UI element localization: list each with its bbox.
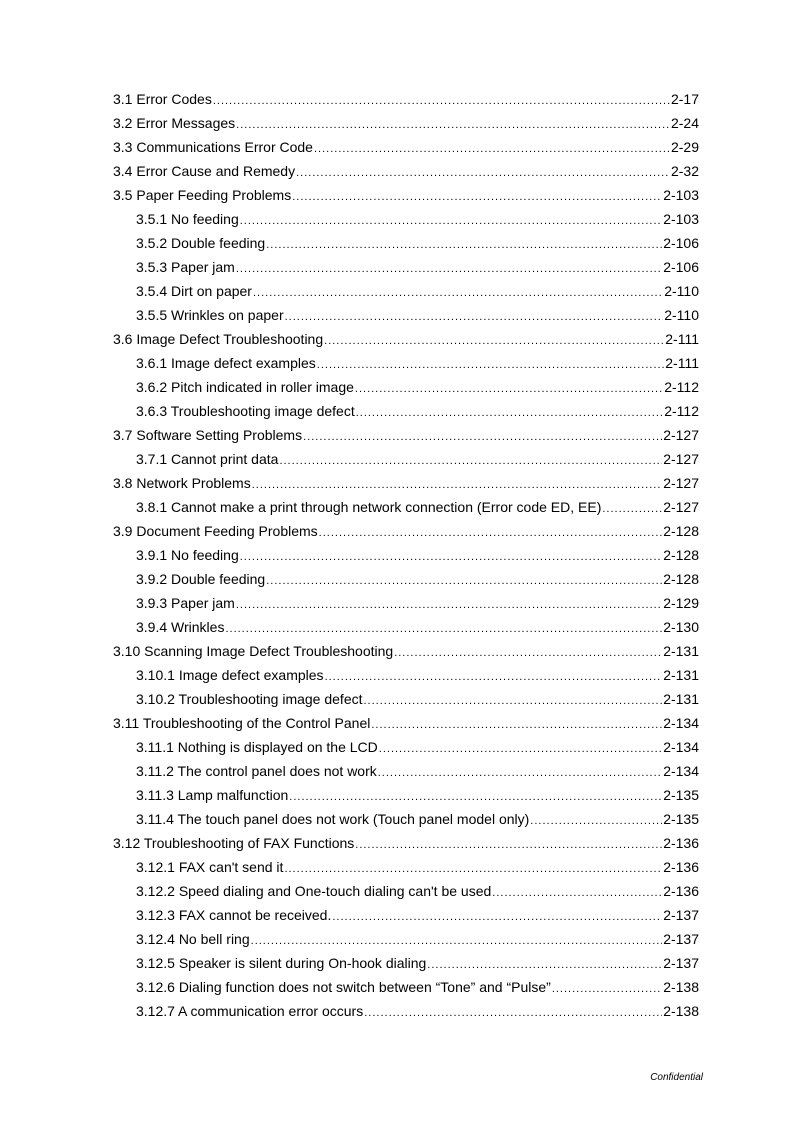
toc-section-entry[interactable] <box>113 711 699 735</box>
toc-entry-title: 3.11.2 The control panel does not work <box>136 763 377 779</box>
dot-leader <box>492 881 662 905</box>
toc-subsection-entry[interactable] <box>113 903 699 927</box>
toc-subsection-entry[interactable] <box>113 759 699 783</box>
toc-entry-title: 3.12 Troubleshooting of FAX Functions <box>113 835 355 851</box>
dot-leader <box>266 233 662 257</box>
toc-entry-page-number: 2-127 <box>663 427 699 443</box>
toc-section-entry[interactable] <box>113 831 699 855</box>
toc-entry-page-number: 2-111 <box>665 355 699 371</box>
toc-entry-page-number: 2-128 <box>663 523 699 539</box>
dot-leader <box>240 209 662 233</box>
toc-entry-page-number: 2-136 <box>663 883 699 899</box>
toc-section-entry[interactable] <box>113 111 699 135</box>
toc-entry-title: 3.11 Troubleshooting of the Control Panel <box>113 715 371 731</box>
toc-entry-title: 3.5.3 Paper jam <box>136 259 235 275</box>
toc-subsection-entry[interactable] <box>113 663 699 687</box>
dot-leader <box>552 977 662 1001</box>
dot-leader <box>332 905 662 929</box>
toc-entry-title: 3.12.3 FAX cannot be received. <box>136 907 332 923</box>
toc-entry-title: 3.9.2 Double feeding <box>136 571 266 587</box>
dot-leader <box>355 377 663 401</box>
toc-section-entry[interactable] <box>113 327 699 351</box>
toc-section-entry[interactable] <box>113 519 699 543</box>
toc-section-entry[interactable] <box>113 87 699 111</box>
toc-entry-page-number: 2-106 <box>663 235 699 251</box>
dot-leader <box>251 929 663 953</box>
toc-entry-title: 3.9.4 Wrinkles <box>136 619 225 635</box>
dot-leader <box>364 1001 662 1025</box>
toc-entry-title: 3.6.1 Image defect examples <box>136 355 316 371</box>
toc-subsection-entry[interactable] <box>113 879 699 903</box>
toc-section-entry[interactable] <box>113 135 699 159</box>
toc-entry-page-number: 2-103 <box>663 187 699 203</box>
toc-subsection-entry[interactable] <box>113 855 699 879</box>
toc-entry-title: 3.9 Document Feeding Problems <box>113 523 318 539</box>
toc-entry-title: 3.6.2 Pitch indicated in roller image <box>136 379 354 395</box>
toc-entry-page-number: 2-111 <box>665 331 699 347</box>
toc-subsection-entry[interactable] <box>113 543 699 567</box>
toc-entry-title: 3.6 Image Defect Troubleshooting <box>113 331 324 347</box>
toc-entry-page-number: 2-127 <box>663 475 699 491</box>
toc-entry-title: 3.7 Software Setting Problems <box>113 427 303 443</box>
toc-section-entry[interactable] <box>113 471 699 495</box>
toc-subsection-entry[interactable] <box>113 927 699 951</box>
toc-section-entry[interactable] <box>113 159 699 183</box>
toc-entry-page-number: 2-137 <box>663 955 699 971</box>
toc-entry-page-number: 2-134 <box>663 763 699 779</box>
dot-leader <box>371 713 662 737</box>
toc-subsection-entry[interactable] <box>113 951 699 975</box>
toc-entry-title: 3.9.3 Paper jam <box>136 595 235 611</box>
toc-entry-page-number: 2-137 <box>663 931 699 947</box>
dot-leader <box>356 401 664 425</box>
toc-entry-page-number: 2-135 <box>663 787 699 803</box>
toc-entry-title: 3.11.1 Nothing is displayed on the LCD <box>136 739 378 755</box>
toc-entry-page-number: 2-134 <box>663 739 699 755</box>
toc-subsection-entry[interactable] <box>113 975 699 999</box>
toc-subsection-entry[interactable] <box>113 303 699 327</box>
toc-subsection-entry[interactable] <box>113 447 699 471</box>
toc-entry-title: 3.6.3 Troubleshooting image defect <box>136 403 355 419</box>
toc-entry-title: 3.5.4 Dirt on paper <box>136 283 252 299</box>
toc-entry-title: 3.10 Scanning Image Defect Troubleshooting <box>113 643 394 659</box>
toc-subsection-entry[interactable] <box>113 399 699 423</box>
toc-subsection-entry[interactable] <box>113 807 699 831</box>
toc-entry-page-number: 2-138 <box>663 1003 699 1019</box>
toc-subsection-entry[interactable] <box>113 615 699 639</box>
toc-entry-page-number: 2-136 <box>663 859 699 875</box>
toc-entry-page-number: 2-129 <box>663 595 699 611</box>
toc-subsection-entry[interactable] <box>113 255 699 279</box>
toc-entry-title: 3.5.2 Double feeding <box>136 235 266 251</box>
toc-entry-title: 3.7.1 Cannot print data <box>136 451 279 467</box>
toc-entry-page-number: 2-106 <box>663 259 699 275</box>
toc-entry-title: 3.12.7 A communication error occurs <box>136 1003 364 1019</box>
dot-leader <box>236 593 662 617</box>
toc-entry-page-number: 2-134 <box>663 715 699 731</box>
dot-leader <box>602 497 662 521</box>
toc-entry-title: 3.8 Network Problems <box>113 475 251 491</box>
toc-subsection-entry[interactable] <box>113 687 699 711</box>
toc-entry-page-number: 2-131 <box>663 691 699 707</box>
dot-leader <box>292 185 662 209</box>
toc-entry-page-number: 2-17 <box>670 91 699 107</box>
toc-entry-title: 3.12.5 Speaker is silent during On-hook dialing <box>136 955 427 971</box>
dot-leader <box>355 833 662 857</box>
table-of-contents <box>113 87 699 1023</box>
toc-entry-title: 3.12.6 Dialing function does not switch between “Tone” and “Pulse” <box>136 979 551 995</box>
dot-leader <box>285 305 664 329</box>
toc-entry-title: 3.5.1 No feeding <box>136 211 239 227</box>
toc-entry-page-number: 2-110 <box>664 283 699 299</box>
toc-entry-title: 3.4 Error Cause and Remedy <box>113 163 296 179</box>
dot-leader <box>379 737 662 761</box>
toc-subsection-entry[interactable] <box>113 351 699 375</box>
toc-entry-title: 3.2 Error Messages <box>113 115 236 131</box>
toc-subsection-entry[interactable] <box>113 231 699 255</box>
toc-entry-title: 3.10.1 Image defect examples <box>136 667 324 683</box>
toc-subsection-entry[interactable] <box>113 735 699 759</box>
toc-subsection-entry[interactable] <box>113 279 699 303</box>
toc-section-entry[interactable] <box>113 183 699 207</box>
dot-leader <box>236 257 662 281</box>
toc-entry-title: 3.3 Communications Error Code <box>113 139 313 155</box>
toc-entry-page-number: 2-136 <box>663 835 699 851</box>
dot-leader <box>225 617 662 641</box>
toc-subsection-entry[interactable] <box>113 999 699 1023</box>
toc-entry-page-number: 2-32 <box>670 163 699 179</box>
toc-subsection-entry[interactable] <box>113 783 699 807</box>
toc-subsection-entry[interactable] <box>113 495 699 519</box>
toc-entry-title: 3.1 Error Codes <box>113 91 212 107</box>
dot-leader <box>427 953 662 977</box>
toc-section-entry[interactable] <box>113 639 699 663</box>
toc-entry-title: 3.11.4 The touch panel does not work (Touch panel model only) <box>136 811 530 827</box>
dot-leader <box>266 569 662 593</box>
dot-leader <box>324 329 664 353</box>
dot-leader <box>364 689 663 713</box>
toc-entry-page-number: 2-24 <box>670 115 699 131</box>
toc-section-entry[interactable] <box>113 423 699 447</box>
dot-leader <box>236 113 670 137</box>
toc-subsection-entry[interactable] <box>113 207 699 231</box>
toc-entry-title: 3.12.2 Speed dialing and One-touch dialing can't be used <box>136 883 492 899</box>
dot-leader <box>279 449 662 473</box>
dot-leader <box>319 521 663 545</box>
toc-entry-page-number: 2-110 <box>664 307 699 323</box>
dot-leader <box>303 425 662 449</box>
toc-entry-page-number: 2-29 <box>670 139 699 155</box>
confidential-footer: Confidential <box>650 1072 703 1083</box>
toc-subsection-entry[interactable] <box>113 375 699 399</box>
dot-leader <box>325 665 663 689</box>
toc-entry-page-number: 2-128 <box>663 571 699 587</box>
toc-entry-title: 3.11.3 Lamp malfunction <box>136 787 289 803</box>
dot-leader <box>317 353 664 377</box>
dot-leader <box>240 545 662 569</box>
toc-subsection-entry[interactable] <box>113 591 699 615</box>
toc-entry-page-number: 2-138 <box>663 979 699 995</box>
dot-leader <box>394 641 662 665</box>
dot-leader <box>378 761 662 785</box>
toc-entry-title: 3.12.1 FAX can't send it <box>136 859 284 875</box>
dot-leader <box>296 161 670 185</box>
dot-leader <box>314 137 670 161</box>
toc-entry-page-number: 2-103 <box>663 211 699 227</box>
toc-entry-page-number: 2-131 <box>663 643 699 659</box>
toc-entry-page-number: 2-128 <box>663 547 699 563</box>
toc-subsection-entry[interactable] <box>113 567 699 591</box>
toc-entry-page-number: 2-130 <box>663 619 699 635</box>
dot-leader <box>289 785 662 809</box>
toc-entry-page-number: 2-135 <box>663 811 699 827</box>
toc-entry-page-number: 2-127 <box>663 499 699 515</box>
toc-entry-page-number: 2-112 <box>664 379 699 395</box>
toc-entry-title: 3.8.1 Cannot make a print through network connection (Error code ED, EE) <box>136 499 602 515</box>
toc-entry-title: 3.5 Paper Feeding Problems <box>113 187 292 203</box>
toc-entry-page-number: 2-112 <box>664 403 699 419</box>
dot-leader <box>252 473 662 497</box>
dot-leader <box>530 809 662 833</box>
toc-entry-title: 3.10.2 Troubleshooting image defect <box>136 691 363 707</box>
toc-entry-page-number: 2-131 <box>663 667 699 683</box>
dot-leader <box>213 89 670 113</box>
dot-leader <box>284 857 662 881</box>
toc-entry-title: 3.12.4 No bell ring <box>136 931 250 947</box>
toc-entry-page-number: 2-137 <box>663 907 699 923</box>
dot-leader <box>253 281 663 305</box>
toc-entry-title: 3.5.5 Wrinkles on paper <box>136 307 284 323</box>
toc-entry-page-number: 2-127 <box>663 451 699 467</box>
toc-entry-title: 3.9.1 No feeding <box>136 547 239 563</box>
